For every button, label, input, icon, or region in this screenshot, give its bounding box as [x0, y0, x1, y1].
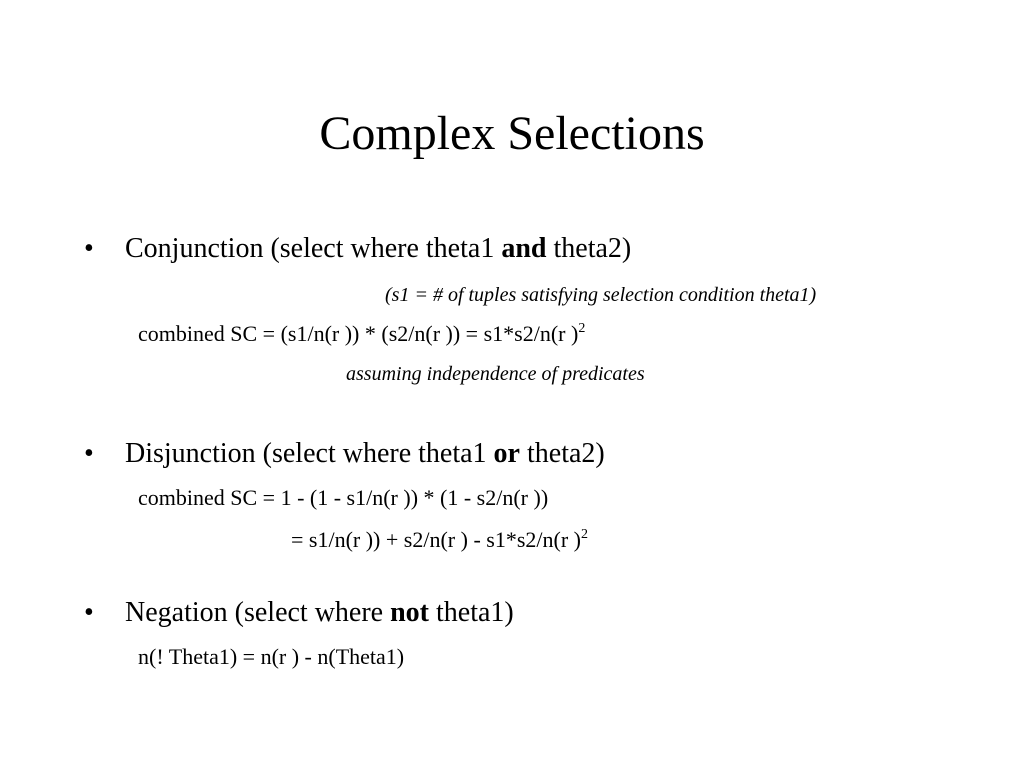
disjunction-text-post: theta2)	[519, 438, 605, 469]
bullet-conjunction	[125, 232, 631, 266]
bullet-marker-negation: •	[84, 597, 94, 628]
disjunction-text-pre: Disjunction (select where theta1	[125, 438, 494, 469]
conjunction-text-pre: Conjunction (select where theta1	[125, 233, 502, 264]
disjunction-formula-2-text: = s1/n(r )) + s2/n(r ) - s1*s2/n(r )	[291, 527, 581, 552]
conjunction-formula-text: combined SC = (s1/n(r )) * (s2/n(r )) = s1*s2/n(r )	[138, 321, 579, 346]
conjunction-keyword: and	[501, 233, 547, 264]
disjunction-keyword: or	[493, 438, 520, 469]
negation-text-pre: Negation (select where	[125, 597, 391, 628]
negation-formula: n(! Theta1) = n(r ) - n(Theta1)	[138, 644, 405, 669]
conjunction-text-post: theta2)	[546, 233, 632, 264]
slide-title: Complex Selections	[319, 107, 705, 160]
bullet-marker-disjunction: •	[84, 438, 94, 469]
bullet-negation	[125, 596, 514, 630]
negation-text-post: theta1)	[429, 597, 514, 628]
disjunction-formula-2-exponent: 2	[581, 527, 588, 542]
disjunction-formula-1: combined SC = 1 - (1 - s1/n(r )) * (1 - s2/n(r ))	[138, 485, 549, 510]
conjunction-note-independence: assuming independence of predicates	[346, 363, 645, 385]
conjunction-formula-exponent: 2	[578, 321, 586, 336]
disjunction-formula-2	[291, 526, 588, 554]
conjunction-formula	[138, 320, 585, 348]
negation-keyword: not	[390, 597, 430, 628]
conjunction-note-s1: (s1 = # of tuples satisfying selection condition theta1)	[385, 284, 817, 306]
bullet-marker-conjunction: •	[84, 233, 94, 264]
bullet-disjunction	[125, 437, 605, 471]
